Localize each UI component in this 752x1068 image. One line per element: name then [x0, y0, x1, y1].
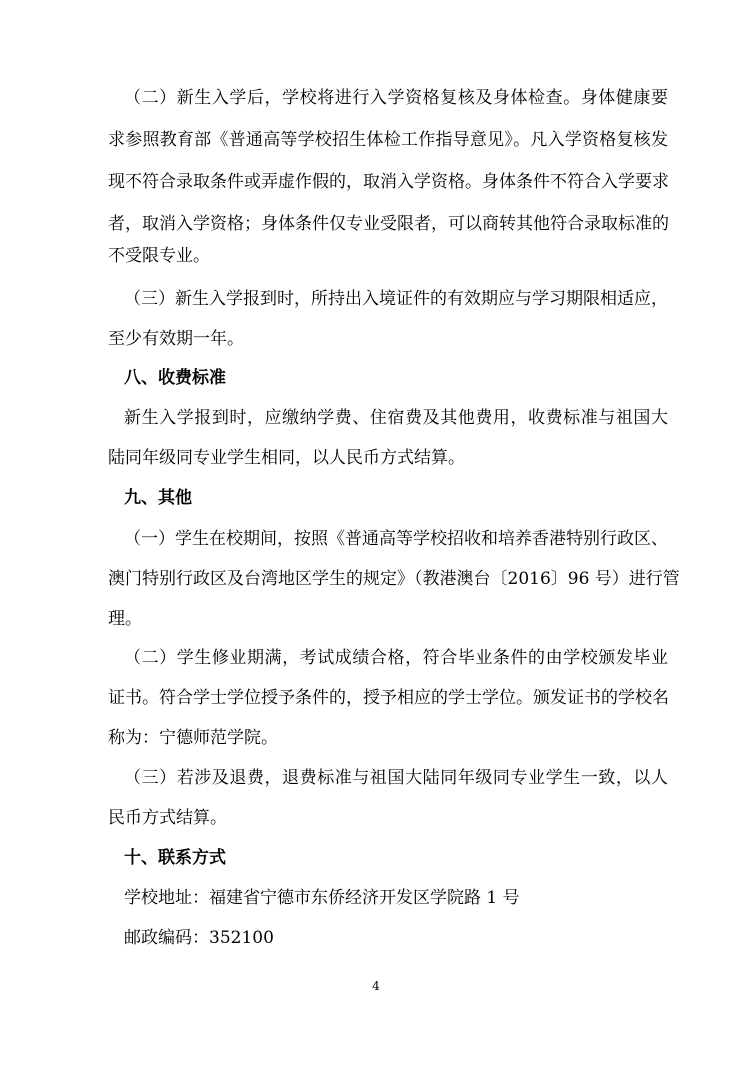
other-item-2-line-1: （二）学生修业期满，考试成绩合格，符合毕业条件的由学校颁发毕业 — [124, 648, 668, 668]
paragraph-3-line-2: 至少有效期一年。 — [108, 329, 244, 349]
section-heading-fees: 八、收费标准 — [124, 368, 226, 388]
other-item-3-line-2: 民币方式结算。 — [108, 808, 227, 828]
contact-address: 学校地址：福建省宁德市东侨经济开发区学院路 1 号 — [124, 888, 520, 908]
other-item-2-line-2: 证书。符合学士学位授予条件的，授予相应的学士学位。颁发证书的学校名 — [108, 688, 669, 708]
paragraph-2-line-5: 不受限专业。 — [108, 246, 210, 266]
other-item-3-line-1: （三）若涉及退费，退费标准与祖国大陆同年级同专业学生一致，以人 — [124, 768, 668, 788]
section-heading-other: 九、其他 — [124, 488, 192, 508]
fees-line-2: 陆同年级同专业学生相同，以人民币方式结算。 — [108, 448, 465, 468]
fees-line-1: 新生入学报到时，应缴纳学费、住宿费及其他费用，收费标准与祖国大 — [124, 408, 668, 428]
paragraph-2-line-3: 现不符合录取条件或弄虚作假的，取消入学资格。身体条件不符合入学要求 — [108, 172, 669, 192]
paragraph-2-line-1: （二）新生入学后，学校将进行入学资格复核及身体检查。身体健康要 — [124, 88, 668, 108]
other-item-1-line-3: 理。 — [108, 609, 142, 629]
paragraph-2-line-4: 者，取消入学资格；身体条件仅专业受限者，可以商转其他符合录取标准的 — [108, 214, 669, 234]
other-item-2-line-3: 称为：宁德师范学院。 — [108, 728, 278, 748]
page-number: 4 — [372, 979, 380, 993]
paragraph-2-line-2: 求参照教育部《普通高等学校招生体检工作指导意见》。凡入学资格复核发 — [108, 130, 668, 150]
paragraph-3-line-1: （三）新生入学报到时，所持出入境证件的有效期应与学习期限相适应， — [124, 289, 668, 309]
other-item-1-line-2: 澳门特别行政区及台湾地区学生的规定》（教港澳台〔2016〕96 号）进行管 — [108, 569, 680, 589]
section-heading-contact: 十、联系方式 — [124, 848, 226, 868]
other-item-1-line-1: （一）学生在校期间，按照《普通高等学校招收和培养香港特别行政区、 — [124, 529, 668, 549]
contact-postcode: 邮政编码：352100 — [124, 928, 274, 948]
